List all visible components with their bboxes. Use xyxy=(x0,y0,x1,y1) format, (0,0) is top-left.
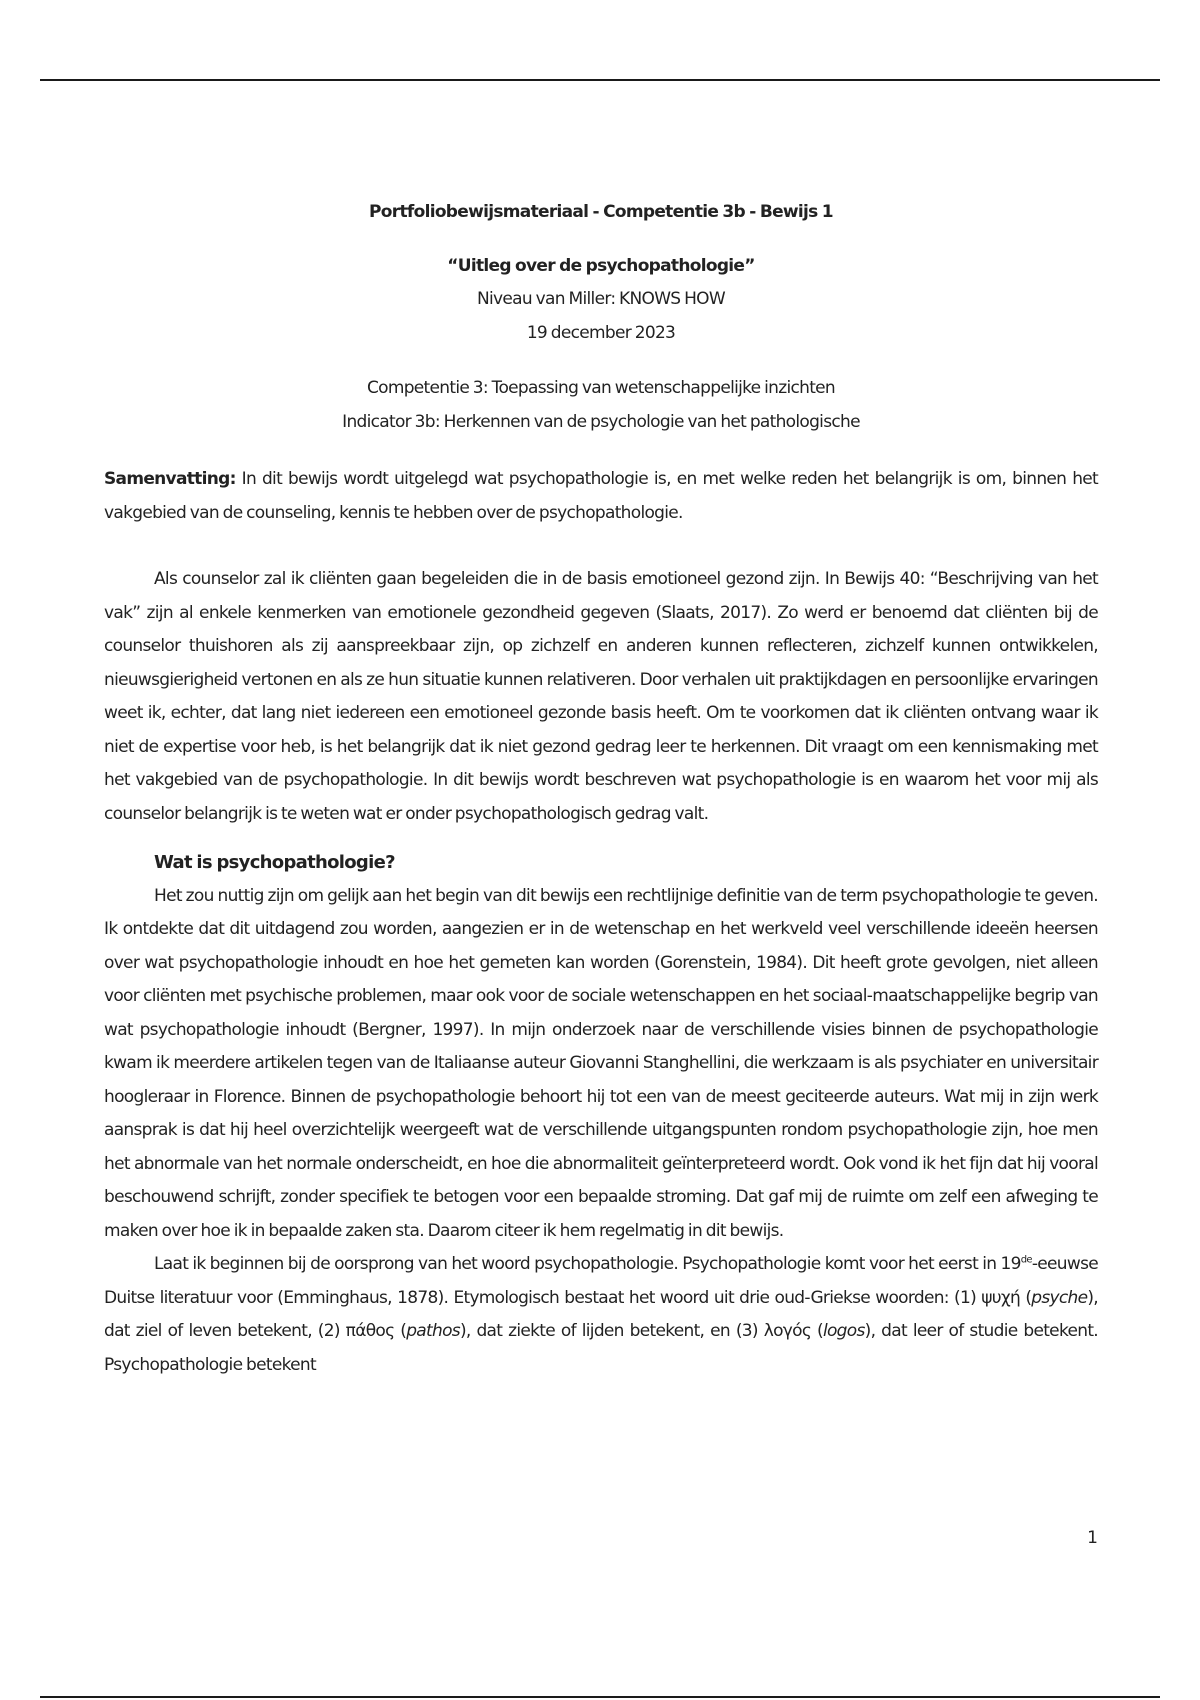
miller-level: Niveau van Miller: KNOWS HOW xyxy=(477,289,725,309)
p2-part-e: ), dat leer of studie betekent. Psychopathologie betekent xyxy=(104,1321,1098,1375)
indicator-line: Indicator 3b: Herkennen van de psychologie van het pathologische xyxy=(342,411,860,432)
section-paragraph-1: Het zou nuttig zijn om gelijk aan het begin van dit bewijs een rechtlijnige definitie van de term psychopathologie te geven. Ik ontdekte dat dit uitdagend zou worden, aangezien er in de wetenschap en het werkveld veel verschillende ideeën heersen over wat psychopathologie inhoudt en hoe het gemeten kan worden (Gorenstein, 1984). Dit heeft grote gevolgen, niet alleen voor cliënten met psychische problemen, maar ook voor de sociale wetenschappen en het sociaal-maatschappelijke begrip van wat psychopathologie inhoudt (Bergner, 1997). In mijn onderzoek naar de verschillende visies binnen de psychopathologie kwam ik meerdere artikelen tegen van de Italiaanse auteur Giovanni Stanghellini, die werkzaam is als psychiater en universitair hoogleraar in Florence. Binnen de psychopathologie behoort hij tot een van de meest geciteerde auteurs. Wat mij in zijn werk aansprak is dat hij heel overzichtelijk weergeeft wat de verschillende uitgangspunten rondom psychopathologie zijn, hoe men het abnormale van het normale onderscheidt, en hoe die abnormaliteit geïnterpreteerd wordt. Ook vond ik het fijn dat hij vooral beschouwend schrijft, zonder specifiek te betogen voor een bepaalde stroming. Dat gaf mij de ruimte om zelf een afweging te maken over hoe ik in bepaalde zaken sta. Daarom citeer ik hem regelmatig in dit bewijs. xyxy=(104,885,1098,1241)
document-date: 19 december 2023 xyxy=(526,322,676,343)
p2-term-psyche: psyche xyxy=(1031,1287,1088,1308)
p2-part-a: Laat ik beginnen bij de oorsprong van het woord psychopathologie. Psychopathologie komt voor het eerst in 19 xyxy=(154,1254,1021,1274)
intro-paragraph: Als counselor zal ik cliënten gaan begeleiden die in de basis emotioneel gezond zijn. In Bewijs 40: “Beschrijving van het vak” zijn al enkele kenmerken van emotionele gezondheid gegeven (Slaats, 2017). Zo werd er benoemd dat cliënten bij de counselor thuishoren als zij aanspreekbaar zijn, op zichzelf en anderen kunnen reflecteren, zichzelf kunnen ontwikkelen, nieuwsgierigheid vertonen en als ze hun situatie kunnen relativeren. Door verhalen uit praktijkdagen en persoonlijke ervaringen weet ik, echter, dat lang niet iedereen een emotioneel gezonde basis heeft. Om te voorkomen dat ik cliënten ontvang waar ik niet de expertise voor heb, is het belangrijk dat ik niet gezond gedrag leer te herkennen. Dit vraagt om een kennismaking met het vakgebied van de psychopathologie. In dit bewijs wordt beschreven wat psychopathologie is en waarom het voor mij als counselor belangrijk is te weten wat er onder psychopathologisch gedrag valt. xyxy=(104,569,1098,824)
page-number: 1 xyxy=(1087,1528,1098,1548)
top-rule xyxy=(40,79,1160,81)
summary-paragraph xyxy=(104,463,1098,530)
summary-text: In dit bewijs wordt uitgelegd wat psychopathologie is, en met welke reden het belangrijk is om, binnen het vakgebied van de counseling, kennis te hebben over de psychopathologie. xyxy=(104,469,1098,523)
document-title: Portfoliobewijsmateriaal - Competentie 3b - Bewijs 1 xyxy=(369,202,833,222)
p2-part-c: ), dat ziel of leven betekent, (2) πάθος ( xyxy=(104,1287,1098,1341)
document-subtitle: “Uitleg over de psychopathologie” xyxy=(447,255,755,276)
document-page xyxy=(104,196,1098,1382)
section-heading: Wat is psychopathologie? xyxy=(154,852,395,873)
p2-superscript: de xyxy=(1020,1254,1032,1266)
summary-label: Samenvatting: xyxy=(104,469,236,489)
p2-part-d: ), dat ziekte of lijden betekent, en (3) λογός ( xyxy=(459,1321,823,1341)
bottom-rule xyxy=(40,1696,1160,1698)
section-paragraph-2 xyxy=(104,1248,1098,1382)
p2-part-b: -eeuwse Duitse literatuur voor (Emminghaus, 1878). Etymologisch bestaat het woord uit drie oud-Griekse woorden: (1) ψυχή ( xyxy=(104,1254,1098,1308)
p2-term-pathos: pathos xyxy=(406,1321,460,1341)
competence-line: Competentie 3: Toepassing van wetenschappelijke inzichten xyxy=(366,378,836,398)
p2-term-logos: logos xyxy=(822,1321,865,1341)
